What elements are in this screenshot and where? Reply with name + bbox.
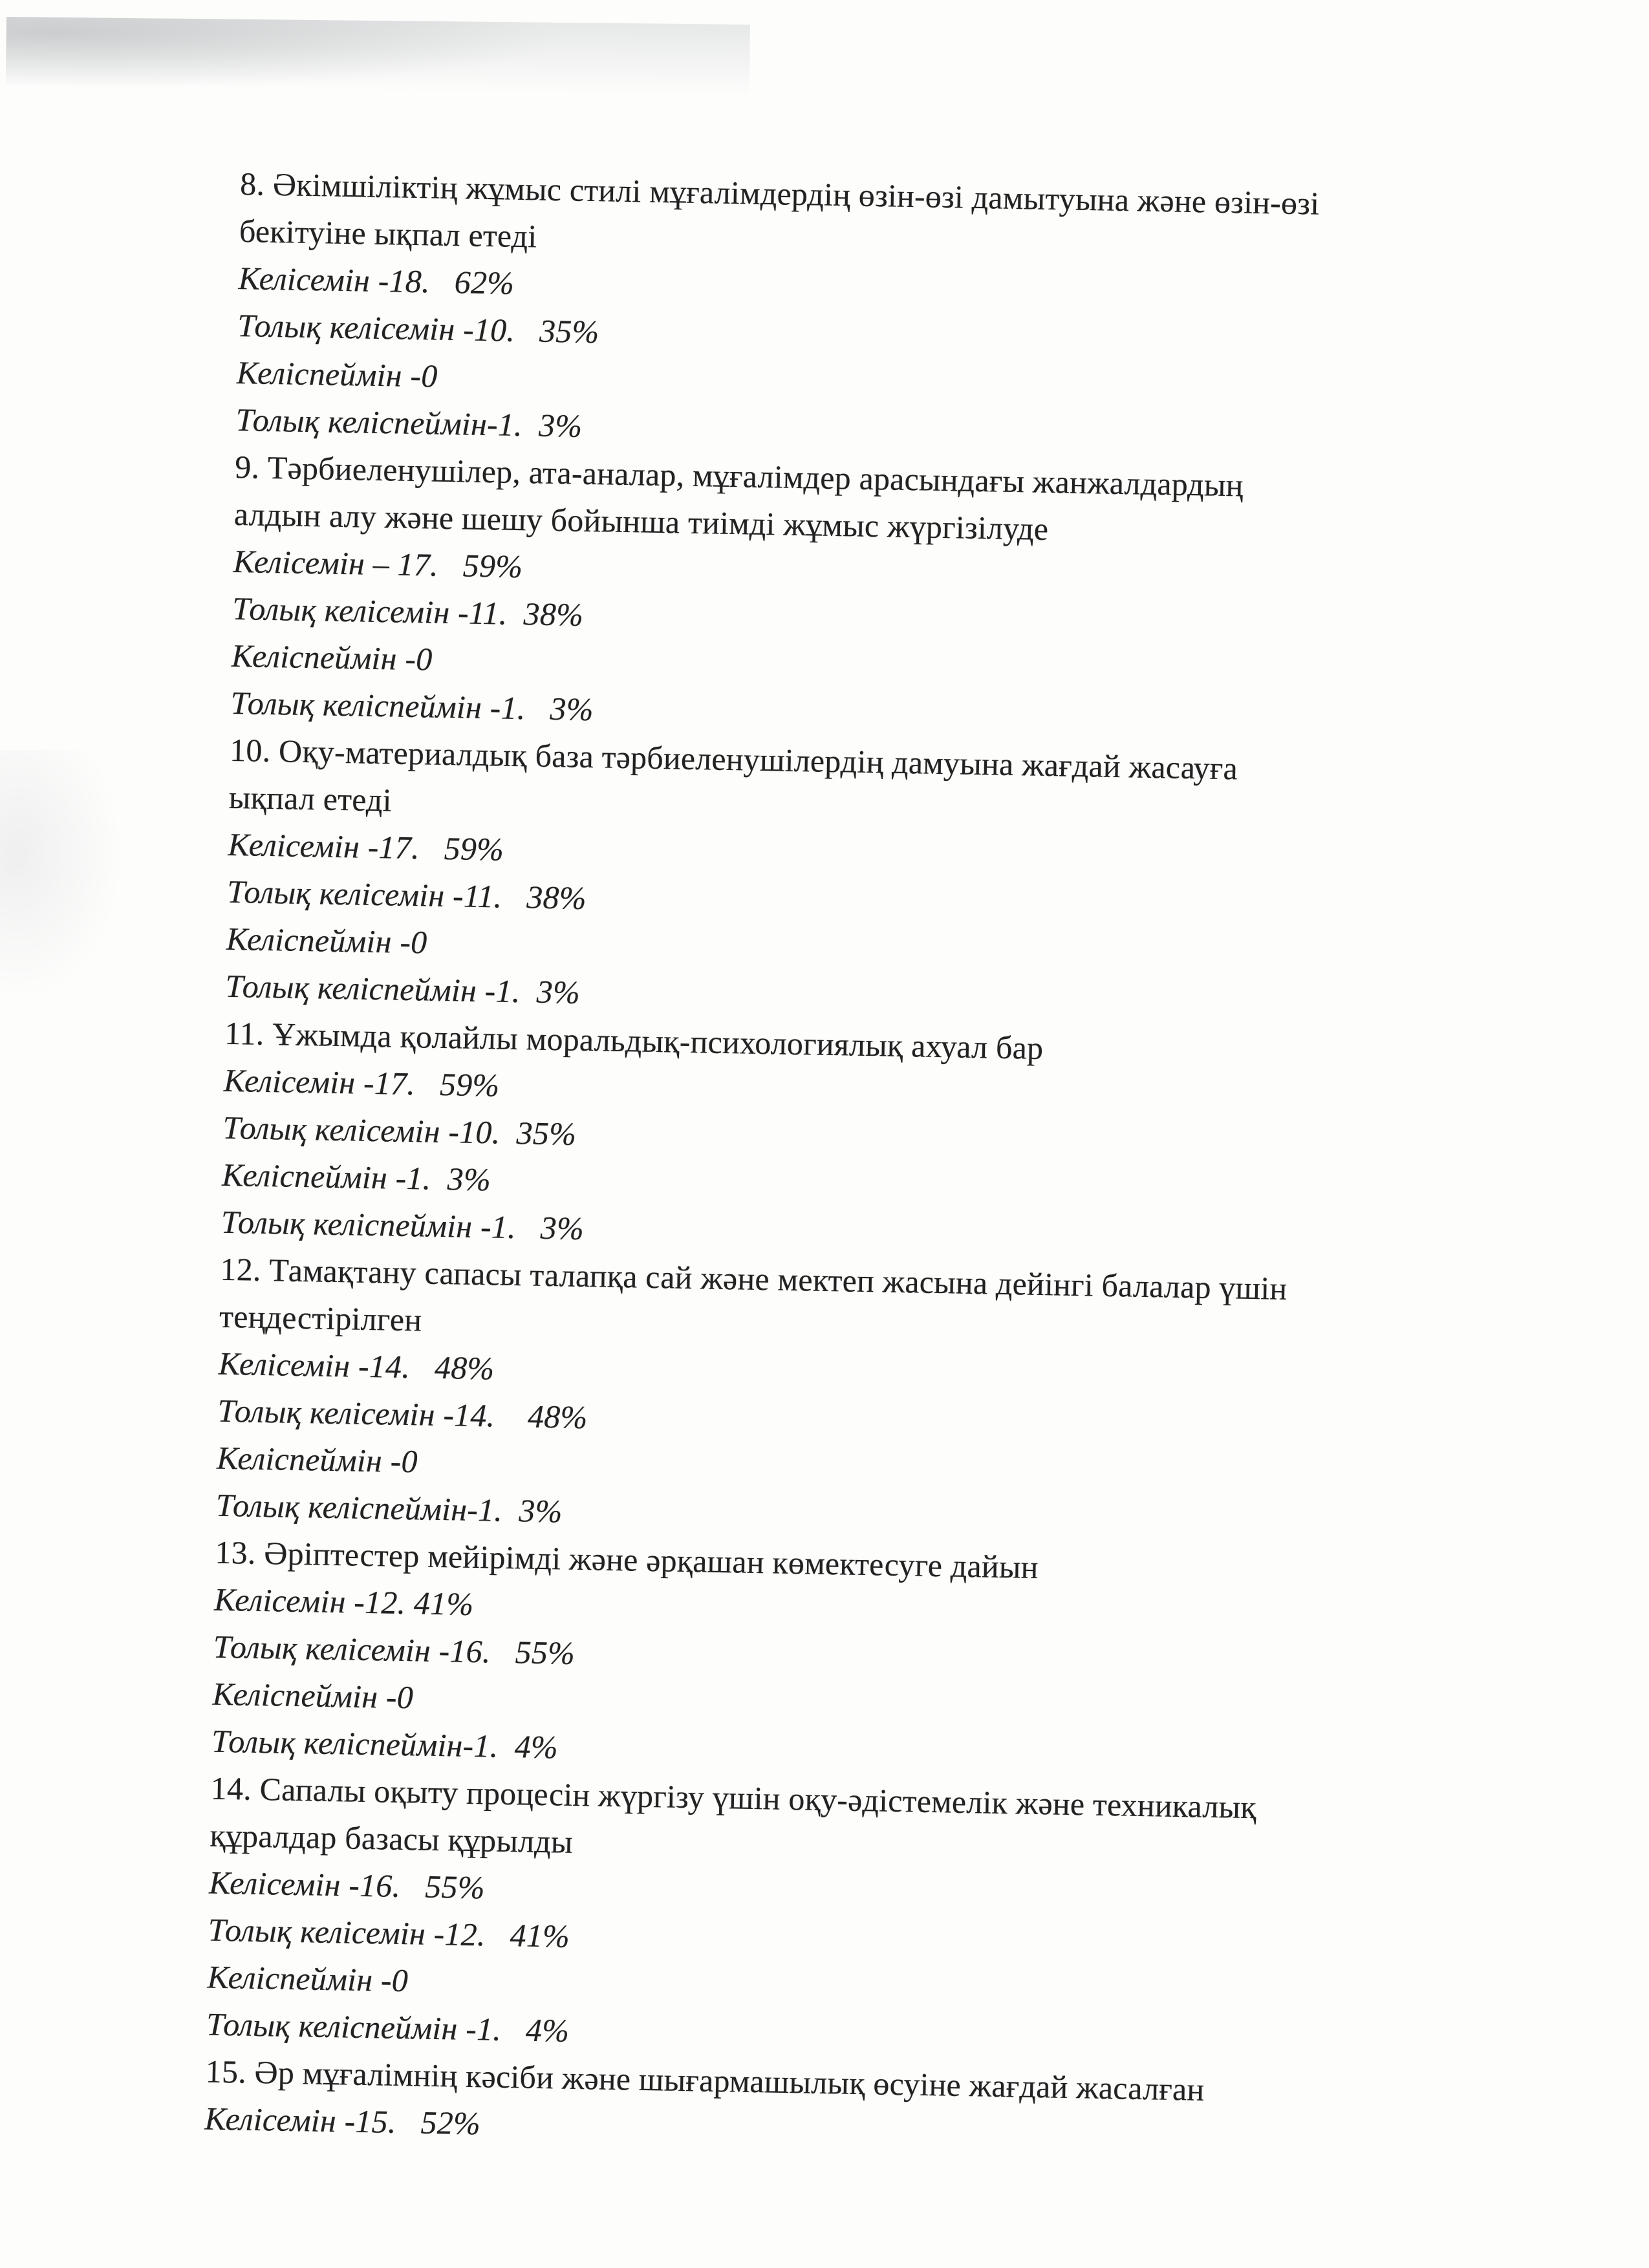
- answer-line: Келіспеймін -0: [216, 1439, 418, 1480]
- answer-line: Толық келіспеймін-1. 4%: [211, 1722, 559, 1766]
- survey-item-9: [230, 444, 1315, 747]
- answer-line: Толық келісемін -11. 38%: [232, 590, 584, 633]
- answer-line: Келіспеймін -0: [231, 637, 433, 678]
- question-line: 8. Әкімшіліктің жұмыс стилі мұғалімдердің өзін-өзі дамытуына және өзін-өзі: [239, 165, 1320, 222]
- answer-line: Келісемін -14. 48%: [218, 1345, 495, 1387]
- answer-line: Келісемін -15. 52%: [204, 2100, 481, 2142]
- scan-artifact-top-band: [5, 17, 750, 160]
- survey-item-15: [204, 2048, 1286, 2163]
- answer-line: Келіспеймін -0: [206, 1958, 409, 1999]
- answer-line: Келіспеймін -0: [212, 1675, 414, 1716]
- answer-line: Толық келіспеймін -1. 3%: [221, 1203, 585, 1247]
- survey-item-14: [206, 1765, 1290, 2068]
- survey-item-11: [221, 1010, 1304, 1266]
- answer-line: Келісемін – 17. 59%: [233, 542, 523, 585]
- answer-line: Келісемін -18. 62%: [238, 259, 515, 301]
- question-line: ықпал етеді: [228, 778, 393, 818]
- question-line: 13. Әріптестер мейірімді және әрқашан көмектесуге дайын: [215, 1534, 1039, 1585]
- question-line: құралдар базасы құрылды: [210, 1817, 574, 1860]
- question-line: 10. Оқу-материалдық база тәрбиеленушілердің дамуына жағдай жасауға: [229, 731, 1238, 787]
- question-line: 14. Сапалы оқыту процесін жүргізу үшін оқу-әдістемелік және техникалық: [210, 1770, 1257, 1826]
- answer-line: Толық келіспеймін -1. 3%: [225, 967, 581, 1011]
- answer-line: Толық келіспеймін-1. 3%: [235, 401, 583, 444]
- answer-line: Толық келісемін -10. 35%: [237, 306, 599, 350]
- answer-line: Келісемін -12. 41%: [213, 1581, 474, 1622]
- answer-line: Толық келіспеймін -1. 3%: [230, 684, 594, 728]
- survey-item-8: [235, 160, 1320, 464]
- answer-line: Толық келісемін -14. 48%: [217, 1392, 588, 1436]
- answer-line: Толық келіспеймін -1. 4%: [206, 2006, 570, 2049]
- scan-artifact-left-smudge: [0, 750, 213, 1164]
- survey-item-13: [211, 1529, 1295, 1785]
- survey-item-12: [215, 1246, 1300, 1549]
- survey-item-10: [225, 727, 1310, 1030]
- answer-line: Келісемін -17. 59%: [228, 826, 504, 868]
- question-line: теңдестірілген: [219, 1298, 422, 1338]
- question-line: алдын алу және шешу бойынша тиімді жұмыс жүргізілуде: [233, 495, 1049, 547]
- question-line: бекітуіне ықпал етеді: [239, 212, 537, 255]
- document-content: [204, 160, 1320, 2162]
- answer-line: Келіспеймін -0: [226, 920, 427, 961]
- question-line: 15. Әр мұғалімнің кәсіби және шығармашылық өсуіне жағдай жасалған: [205, 2053, 1205, 2108]
- answer-line: Толық келісемін -16. 55%: [213, 1628, 576, 1671]
- answer-line: Келісемін -17. 59%: [223, 1062, 500, 1104]
- answer-line: Толық келіспеймін-1. 3%: [215, 1486, 563, 1530]
- answer-line: Келіспеймін -1. 3%: [221, 1156, 491, 1198]
- answer-line: Келісемін -16. 55%: [208, 1864, 486, 1906]
- answer-line: Келіспеймін -0: [236, 354, 438, 394]
- answer-line: Толық келісемін -11. 38%: [226, 873, 587, 916]
- question-line: 11. Ұжымда қолайлы моральдық-психологиялық ахуал бар: [224, 1014, 1044, 1066]
- answer-line: Толық келісемін -12. 41%: [208, 1911, 570, 1954]
- question-line: 12. Тамақтану сапасы талапқа сай және мектеп жасына дейінгі балалар үшін: [220, 1250, 1288, 1307]
- question-line: 9. Тәрбиеленушілер, ата-аналар, мұғалімдер арасындағы жанжалдардың: [234, 448, 1244, 504]
- answer-line: Толық келісемін -10. 35%: [222, 1109, 577, 1152]
